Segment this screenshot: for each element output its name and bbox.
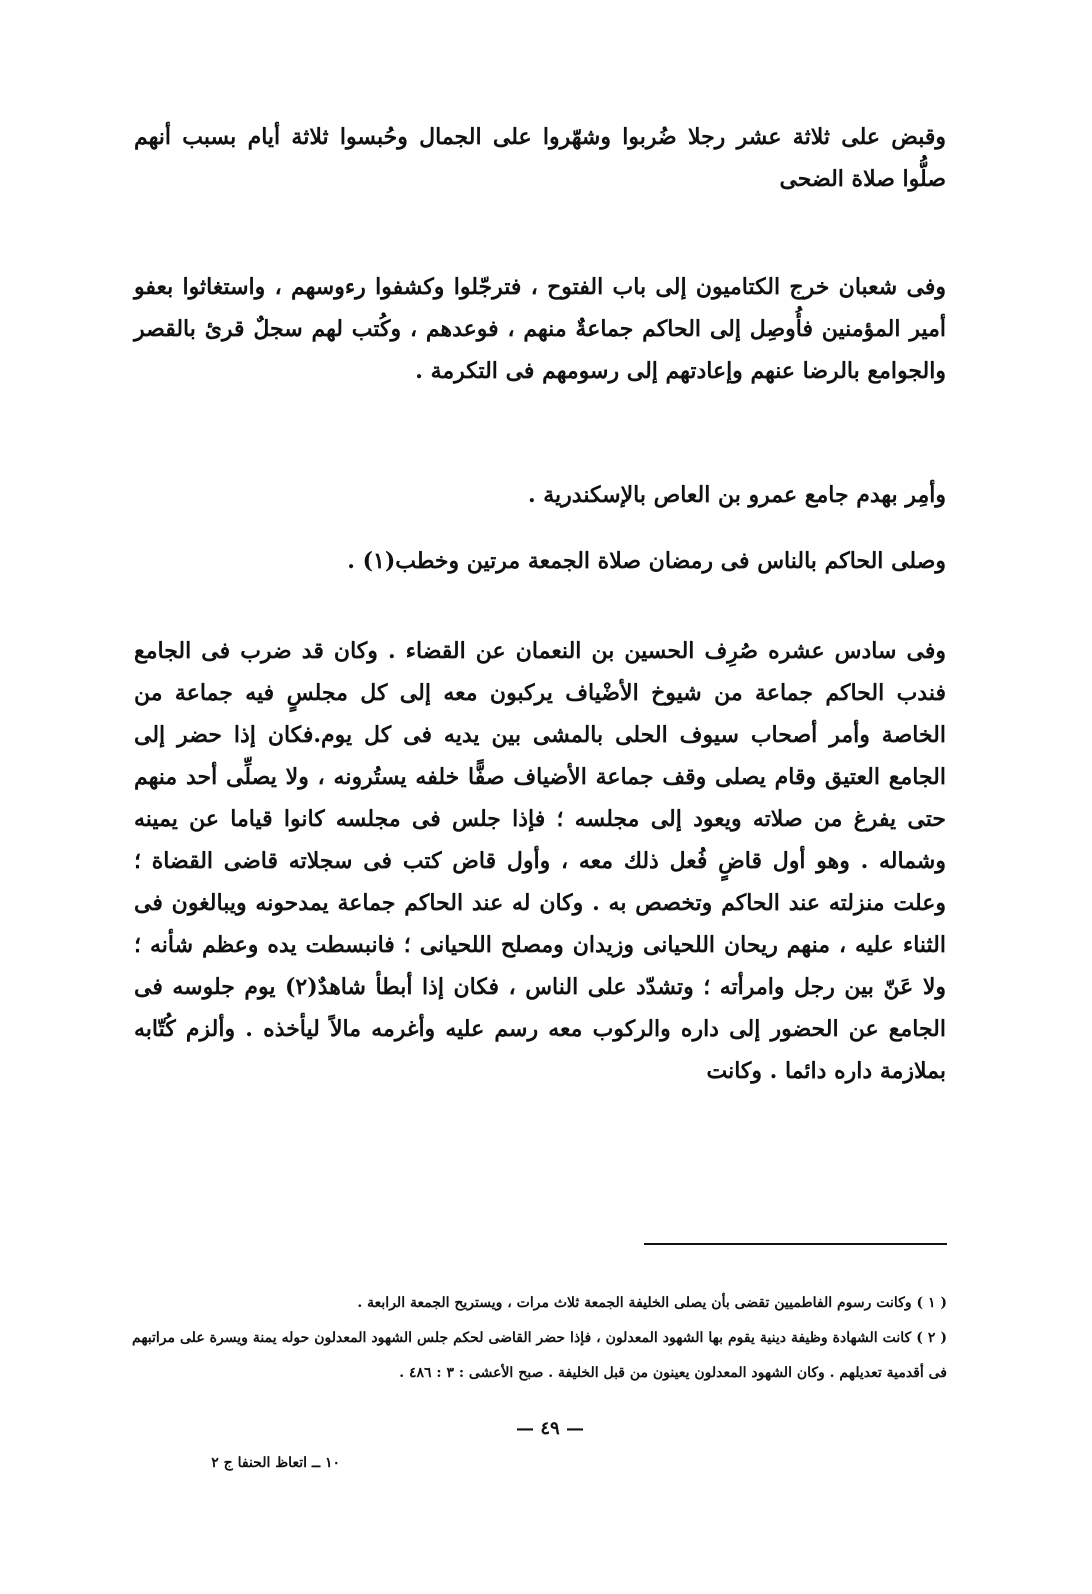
paragraph-4: وصلى الحاكم بالناس فى رمضان صلاة الجمعة مرتين وخطب(١) .: [347, 548, 946, 574]
footnotes: [132, 1286, 947, 1391]
paragraph-3: وأمِر بهدم جامع عمرو بن العاص بالإسكندرية .: [527, 482, 946, 508]
footnote-separator: [644, 1243, 947, 1245]
paragraph-1: وقبض على ثلاثة عشر رجلا ضُربوا وشهّروا على الجمال وحُبسوا ثلاثة أيام بسبب أنهم صلُّوا صلاة الضحى: [134, 124, 946, 192]
page-number: — ٤٩ —: [516, 1418, 584, 1439]
paragraph-2: وفى شعبان خرج الكتاميون إلى باب الفتوح ، فترجّلوا وكشفوا رءوسهم ، واستغاثوا بعفو أمير المؤمنين فأُوصِل إلى الحاكم جماعةٌ منهم ، فوعدهم ، وكُتب لهم سجلٌ قرئ بالقصر والجوامع بالرضا عنهم وإعادتهم إلى رسومهم فى التكرمة .: [134, 274, 946, 384]
signature-line: ١٠ ــ اتعاظ الحنفا ج ٢: [211, 1455, 340, 1471]
footnote-1: ( ١ ) وكانت رسوم الفاطميين تقضى بأن يصلى الخليفة الجمعة ثلاث مرات ، ويستريح الجمعة الرابعة .: [357, 1295, 947, 1311]
paragraph-5: وفى سادس عشره صُرِف الحسين بن النعمان عن القضاء . وكان قد ضرب فى الجامع فندب الحاكم جماعة من شيوخ الأضْياف يركبون معه إلى كل مجلسٍ فيه جماعة من الخاصة وأمر أصحاب سيوف الحلى بالمشى بين يديه فى كل يوم.فكان إذا حضر إلى الجامع العتيق وقام يصلى وقف جماعة الأضياف صفًّا خلفه يستُرونه ، ولا يصلِّى أحد منهم حتى يفرغ من صلاته ويعود إلى مجلسه ؛ فإذا جلس فى مجلسه كانوا قياما عن يمينه وشماله . وهو أول قاضٍ فُعل ذلك معه ، وأول قاض كتب فى سجلاته قاضى القضاة ؛ وعلت منزلته عند الحاكم وتخصص به . وكان له عند الحاكم جماعة يمدحونه ويبالغون فى الثناء عليه ، منهم ريحان اللحيانى وزيدان ومصلح اللحيانى ؛ فانبسطت يده وعظم شأنه ؛ ولا عَنّ بين رجل وامرأته ؛ وتشدّد على الناس ، فكان إذا أبطأ شاهدٌ(٢) يوم جلوسه فى الجامع عن الحضور إلى داره والركوب معه رسم عليه وأغرمه مالاً ليأخذه . وألزم كُتّابه بملازمة داره دائما . وكانت: [134, 638, 946, 1084]
footnote-2: ( ٢ ) كانت الشهادة وظيفة دينية يقوم بها الشهود المعدلون ، فإذا حضر القاضى لحكم جلس الشهود المعدلون حوله يمنة ويسرة على مراتبهم فى أقدمية تعديلهم . وكان الشهود المعدلون يعينون من قبل الخليفة . صبح الأعشى : ٣ : ٤٨٦ .: [132, 1330, 948, 1381]
